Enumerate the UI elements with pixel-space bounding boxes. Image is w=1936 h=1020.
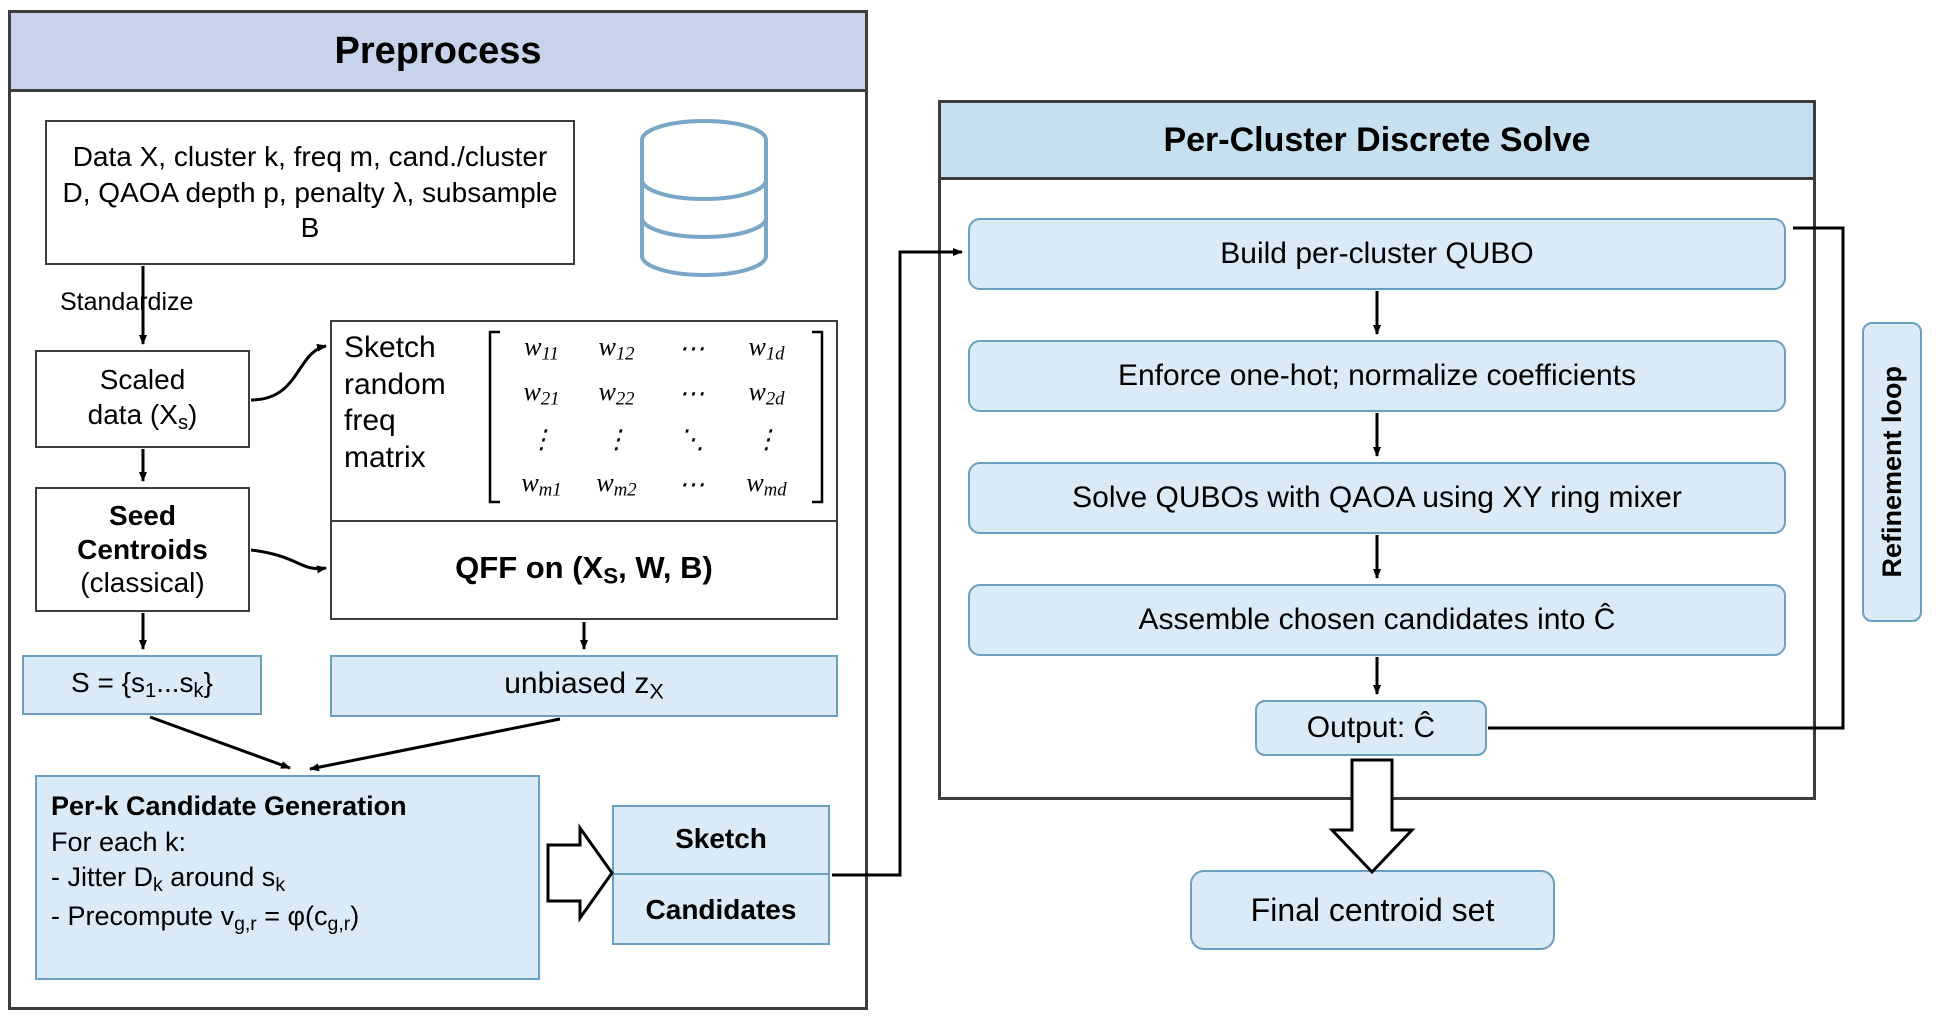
scaled-data-sub: s — [177, 411, 189, 434]
matrix-cell: $w_{11}$ — [524, 331, 559, 365]
scaled-data-line2: data (X — [87, 398, 178, 430]
matrix-cell: $w_{12}$ — [598, 331, 635, 365]
output-box: Output: Ĉ — [1255, 700, 1487, 756]
solve-step-assemble: Assemble chosen candidates into Ĉ — [968, 584, 1786, 656]
per-k-line4-a: - Precompute v — [51, 900, 235, 931]
unbiased-text: unbiased z — [504, 667, 650, 701]
per-cluster-solve-title: Per-Cluster Discrete Solve — [938, 100, 1816, 180]
matrix-cell: $w_{22}$ — [598, 377, 635, 411]
seed-centroids-line1: Seed — [109, 500, 176, 532]
sketch-label-line-1: random — [344, 367, 446, 401]
per-k-line2: For each k: — [51, 826, 187, 857]
sketch-label-line-0: Sketch — [344, 331, 436, 364]
database-icon — [632, 118, 777, 278]
matrix-cell: $w_{1d}$ — [748, 331, 785, 365]
sketch-label-line-2: freq — [344, 404, 396, 438]
solve-step-one-hot: Enforce one-hot; normalize coefficients — [968, 340, 1786, 412]
per-k-line4-sub: g,r — [234, 912, 257, 935]
input-parameters-box: Data X, cluster k, freq m, cand./cluster D, QAOA depth p, penalty λ, subsample B — [45, 120, 575, 265]
qff-label-sub: S — [603, 563, 619, 589]
matrix-cell: ⋯ — [678, 470, 705, 500]
matrix-cell: ⋯ — [678, 379, 705, 409]
per-cluster-solve-panel — [938, 100, 1816, 800]
scaled-data-box — [35, 350, 250, 448]
matrix-cell: ⋱ — [678, 424, 705, 454]
seed-set-mid: ...s — [156, 666, 194, 698]
per-k-line4-b: = φ(c — [256, 900, 328, 931]
matrix-cell: ⋮ — [603, 424, 630, 454]
per-k-line3-sub2: k — [275, 874, 286, 897]
matrix-cell: $w_{m2}$ — [596, 468, 637, 502]
solve-step-qaoa: Solve QUBOs with QAOA using XY ring mixer — [968, 462, 1786, 534]
seed-centroids-line2: Centroids — [77, 533, 208, 565]
per-k-line4 — [51, 899, 524, 938]
sketch-label-line-3: matrix — [344, 440, 426, 474]
matrix-cell: $w_{2d}$ — [748, 377, 785, 411]
unbiased-sub: X — [649, 678, 664, 704]
seed-centroids-box — [35, 487, 250, 612]
seed-set-prefix: S = {s — [71, 666, 145, 698]
per-k-line3 — [51, 860, 524, 899]
seed-centroids-line3: (classical) — [80, 567, 205, 599]
random-frequency-matrix — [486, 326, 826, 508]
refinement-loop-label: Refinement loop — [1876, 366, 1907, 578]
standardize-label: Standardize — [60, 288, 194, 316]
scaled-data-line2end: ) — [188, 398, 198, 430]
per-k-line4-sub2: g,r — [327, 912, 351, 935]
per-k-line4-c: ) — [350, 900, 360, 931]
seed-set-suffix: } — [203, 666, 213, 698]
matrix-cell: ⋮ — [528, 424, 555, 454]
preprocess-panel-title: Preprocess — [8, 10, 868, 92]
solve-step-build-qubo: Build per-cluster QUBO — [968, 218, 1786, 290]
per-k-line3-sub: k — [153, 874, 163, 897]
per-k-candidate-generation-box — [35, 775, 540, 980]
scaled-data-line1: Scaled — [99, 363, 186, 395]
matrix-cell: ⋯ — [678, 333, 705, 363]
sketch-matrix-label — [344, 330, 474, 530]
unbiased-estimate-box — [330, 655, 838, 717]
per-k-line3-a: - Jitter D — [51, 862, 154, 893]
final-centroid-set-box: Final centroid set — [1190, 870, 1555, 950]
qff-label-end: , W, B) — [618, 550, 713, 586]
matrix-cell: $w_{21}$ — [523, 377, 560, 411]
per-k-line3-b: around s — [162, 862, 276, 893]
per-k-title: Per-k Candidate Generation — [51, 791, 407, 821]
seed-set-sub2: k — [193, 680, 204, 703]
qff-label-text: QFF on (X — [455, 550, 604, 586]
sketch-candidates-top-label: Sketch — [612, 805, 830, 875]
matrix-cell: ⋮ — [753, 424, 780, 454]
seed-set-sub1: 1 — [144, 680, 157, 703]
refinement-loop-box — [1862, 322, 1922, 622]
sketch-candidates-bottom-label: Candidates — [645, 894, 797, 925]
seed-set-box — [22, 655, 262, 715]
qff-label — [330, 522, 838, 618]
matrix-cell: $w_{m1}$ — [521, 468, 562, 502]
matrix-cell: $w_{md}$ — [746, 468, 787, 502]
